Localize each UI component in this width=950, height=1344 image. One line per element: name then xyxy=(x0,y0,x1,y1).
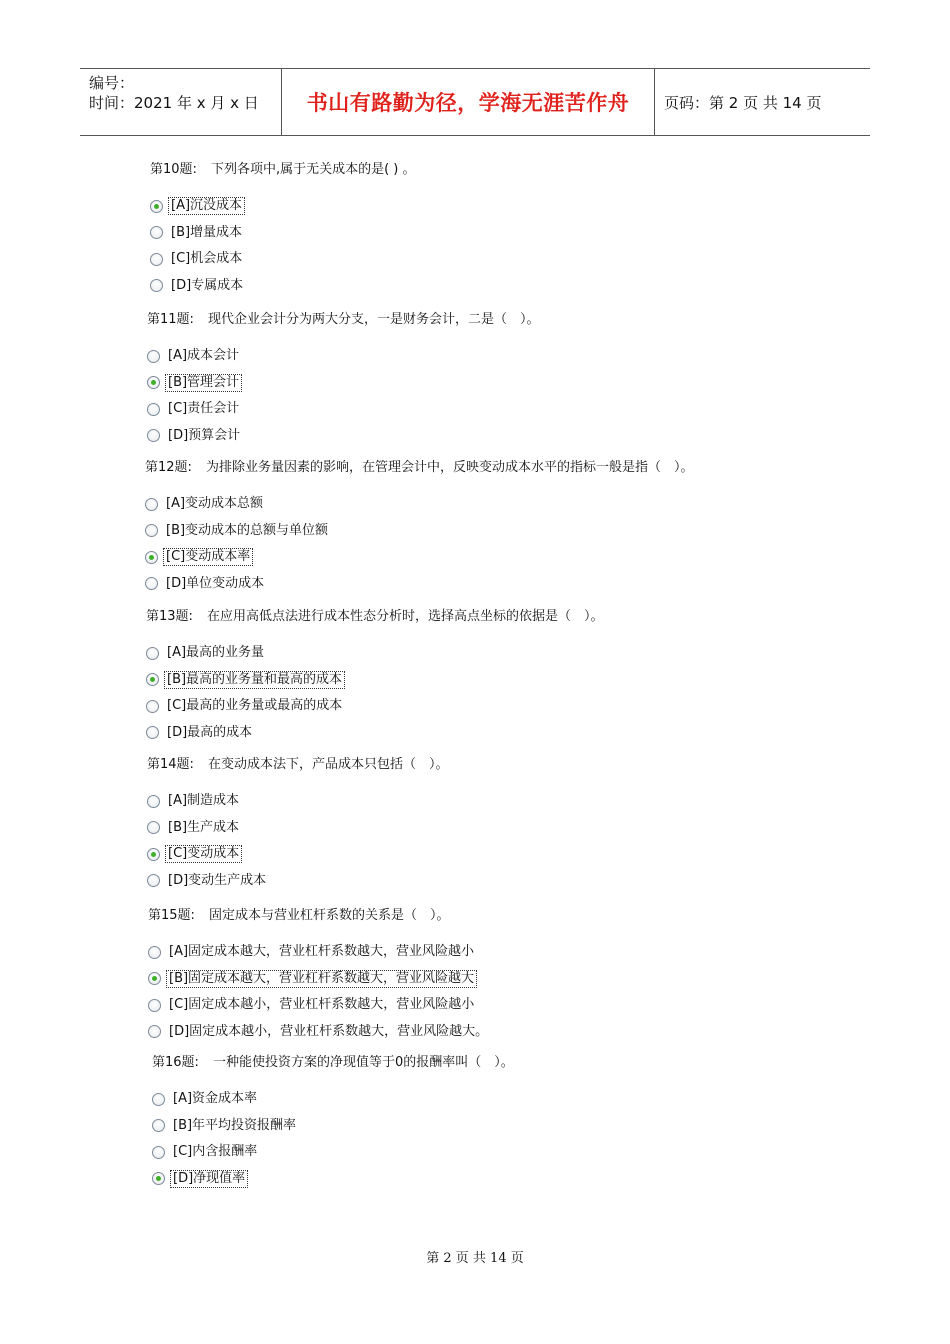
question-number: 第12题: xyxy=(145,460,192,475)
option-label[interactable]: [A]沉没成本 xyxy=(168,197,245,215)
date-label: 时间：2021 年 x 月 x 日 xyxy=(89,94,259,112)
answer-option[interactable] xyxy=(146,720,603,747)
answer-option[interactable] xyxy=(147,396,539,423)
radio-unchecked-icon[interactable] xyxy=(147,821,160,834)
option-list xyxy=(150,193,415,299)
radio-unchecked-icon[interactable] xyxy=(145,498,158,511)
answer-option[interactable] xyxy=(148,939,491,966)
radio-unchecked-icon[interactable] xyxy=(148,1025,161,1038)
question-10 xyxy=(150,160,415,299)
answer-option[interactable] xyxy=(150,246,415,273)
radio-unchecked-icon[interactable] xyxy=(148,999,161,1012)
page-indicator: 页码：第 2 页 共 14 页 xyxy=(664,93,822,112)
header-page-cell xyxy=(655,69,870,135)
answer-option[interactable] xyxy=(147,423,539,450)
question-number: 第15题: xyxy=(148,908,195,923)
answer-option[interactable] xyxy=(146,693,603,720)
option-label[interactable]: [C]内含报酬率 xyxy=(173,1144,258,1160)
radio-unchecked-icon[interactable] xyxy=(147,795,160,808)
radio-checked-icon[interactable] xyxy=(147,376,160,389)
option-label[interactable]: [D]单位变动成本 xyxy=(166,575,265,591)
option-label[interactable]: [D]专属成本 xyxy=(171,277,244,293)
answer-option[interactable] xyxy=(152,1086,514,1113)
question-11 xyxy=(147,310,539,449)
question-number: 第16题: xyxy=(152,1055,199,1070)
answer-option[interactable] xyxy=(145,571,693,598)
answer-option[interactable] xyxy=(150,273,415,300)
option-label[interactable]: [C]变动成本率 xyxy=(163,548,253,566)
answer-option[interactable] xyxy=(152,1166,514,1193)
option-label[interactable]: [D]固定成本越小，营业杠杆系数越大，营业风险越大。 xyxy=(169,1023,489,1039)
option-label[interactable]: [C]责任会计 xyxy=(168,401,240,417)
option-label[interactable]: [A]成本会计 xyxy=(168,348,240,364)
option-label[interactable]: [B]管理会计 xyxy=(165,374,242,392)
question-number: 第14题: xyxy=(147,757,194,772)
question-text: 在应用高低点法进行成本性态分析时，选择高点坐标的依据是（ ）。 xyxy=(206,609,604,624)
radio-unchecked-icon[interactable] xyxy=(147,874,160,887)
option-list xyxy=(147,788,448,894)
radio-unchecked-icon[interactable] xyxy=(147,403,160,416)
option-label[interactable]: [C]机会成本 xyxy=(171,251,243,267)
answer-option[interactable] xyxy=(150,220,415,247)
radio-unchecked-icon[interactable] xyxy=(152,1146,165,1159)
option-label[interactable]: [A]资金成本率 xyxy=(173,1091,258,1107)
question-text: 在变动成本法下，产品成本只包括（ ）。 xyxy=(207,757,449,772)
answer-option[interactable] xyxy=(148,1019,491,1046)
question-number: 第13题: xyxy=(146,609,193,624)
option-list xyxy=(148,939,491,1045)
answer-option[interactable] xyxy=(145,491,693,518)
question-text: 一种能使投资方案的净现值等于0的报酬率叫（ ）。 xyxy=(212,1055,514,1070)
radio-unchecked-icon[interactable] xyxy=(147,350,160,363)
radio-checked-icon[interactable] xyxy=(145,551,158,564)
option-label[interactable]: [B]最高的业务量和最高的成本 xyxy=(164,671,345,689)
answer-option[interactable] xyxy=(150,193,415,220)
option-label[interactable]: [D]最高的成本 xyxy=(167,724,253,740)
radio-checked-icon[interactable] xyxy=(148,972,161,985)
radio-unchecked-icon[interactable] xyxy=(152,1093,165,1106)
answer-option[interactable] xyxy=(147,815,448,842)
page-header xyxy=(80,68,870,136)
radio-checked-icon[interactable] xyxy=(152,1172,165,1185)
option-label[interactable]: [A]变动成本总额 xyxy=(166,496,264,512)
question-text: 现代企业会计分为两大分支，一是财务会计，二是（ ）。 xyxy=(207,312,540,327)
radio-unchecked-icon[interactable] xyxy=(148,946,161,959)
radio-unchecked-icon[interactable] xyxy=(145,577,158,590)
option-label[interactable]: [A]最高的业务量 xyxy=(167,645,265,661)
serial-label: 编号： xyxy=(89,74,135,92)
question-14 xyxy=(147,755,448,894)
radio-unchecked-icon[interactable] xyxy=(146,700,159,713)
page-footer: 第 2 页 共 14 页 xyxy=(426,1251,524,1266)
option-label[interactable]: [B]变动成本的总额与单位额 xyxy=(166,522,329,538)
option-list xyxy=(146,640,603,746)
question-16 xyxy=(152,1053,514,1192)
answer-option[interactable] xyxy=(147,370,539,397)
radio-unchecked-icon[interactable] xyxy=(146,647,159,660)
answer-option[interactable] xyxy=(147,343,539,370)
option-label[interactable]: [B]增量成本 xyxy=(171,224,243,240)
answer-option[interactable] xyxy=(147,788,448,815)
option-list xyxy=(145,491,693,597)
answer-option[interactable] xyxy=(148,992,491,1019)
answer-option[interactable] xyxy=(146,640,603,667)
question-13 xyxy=(146,607,603,746)
option-label[interactable]: [B]生产成本 xyxy=(168,819,240,835)
answer-option[interactable] xyxy=(145,544,693,571)
question-title xyxy=(147,755,448,775)
question-title xyxy=(152,1053,514,1073)
option-label[interactable]: [C]最高的业务量或最高的成本 xyxy=(167,698,343,714)
option-label[interactable]: [A]制造成本 xyxy=(168,793,240,809)
option-label[interactable]: [C]变动成本 xyxy=(165,845,242,863)
radio-unchecked-icon[interactable] xyxy=(150,226,163,239)
header-meta xyxy=(80,69,282,135)
radio-unchecked-icon[interactable] xyxy=(145,524,158,537)
answer-option[interactable] xyxy=(146,667,603,694)
answer-option[interactable] xyxy=(148,966,491,993)
question-title xyxy=(147,310,539,330)
answer-option[interactable] xyxy=(145,518,693,545)
question-title xyxy=(150,160,415,180)
radio-unchecked-icon[interactable] xyxy=(147,429,160,442)
question-text: 下列各项中,属于无关成本的是( ) 。 xyxy=(210,162,416,177)
radio-unchecked-icon[interactable] xyxy=(146,726,159,739)
question-text: 固定成本与营业杠杆系数的关系是（ ）。 xyxy=(208,908,450,923)
question-number: 第10题: xyxy=(150,162,197,177)
motto: 书山有路勤为径，学海无涯苦作舟 xyxy=(306,90,630,115)
radio-checked-icon[interactable] xyxy=(146,673,159,686)
option-label[interactable]: [D]净现值率 xyxy=(170,1170,248,1188)
question-12 xyxy=(145,458,693,597)
option-label[interactable]: [B]年平均投资报酬率 xyxy=(173,1117,297,1133)
radio-checked-icon[interactable] xyxy=(150,200,163,213)
option-label[interactable]: [B]固定成本越大，营业杠杆系数越大，营业风险越大 xyxy=(166,970,477,988)
option-list xyxy=(152,1086,514,1192)
radio-unchecked-icon[interactable] xyxy=(152,1119,165,1132)
option-label[interactable]: [A]固定成本越大，营业杠杆系数越大，营业风险越小 xyxy=(169,944,475,960)
question-number: 第11题: xyxy=(147,312,194,327)
question-text: 为排除业务量因素的影响，在管理会计中，反映变动成本水平的指标一般是指（ ）。 xyxy=(205,460,694,475)
answer-option[interactable] xyxy=(152,1139,514,1166)
option-label[interactable]: [C]固定成本越小，营业杠杆系数越大，营业风险越小 xyxy=(169,997,475,1013)
question-title xyxy=(145,458,693,478)
option-label[interactable]: [D]预算会计 xyxy=(168,427,241,443)
answer-option[interactable] xyxy=(147,841,448,868)
question-title xyxy=(146,607,603,627)
question-title xyxy=(148,906,491,926)
answer-option[interactable] xyxy=(152,1113,514,1140)
header-motto-cell xyxy=(282,69,655,135)
radio-checked-icon[interactable] xyxy=(147,848,160,861)
option-list xyxy=(147,343,539,449)
radio-unchecked-icon[interactable] xyxy=(150,253,163,266)
radio-unchecked-icon[interactable] xyxy=(150,279,163,292)
option-label[interactable]: [D]变动生产成本 xyxy=(168,872,267,888)
question-15 xyxy=(148,906,491,1045)
answer-option[interactable] xyxy=(147,868,448,895)
